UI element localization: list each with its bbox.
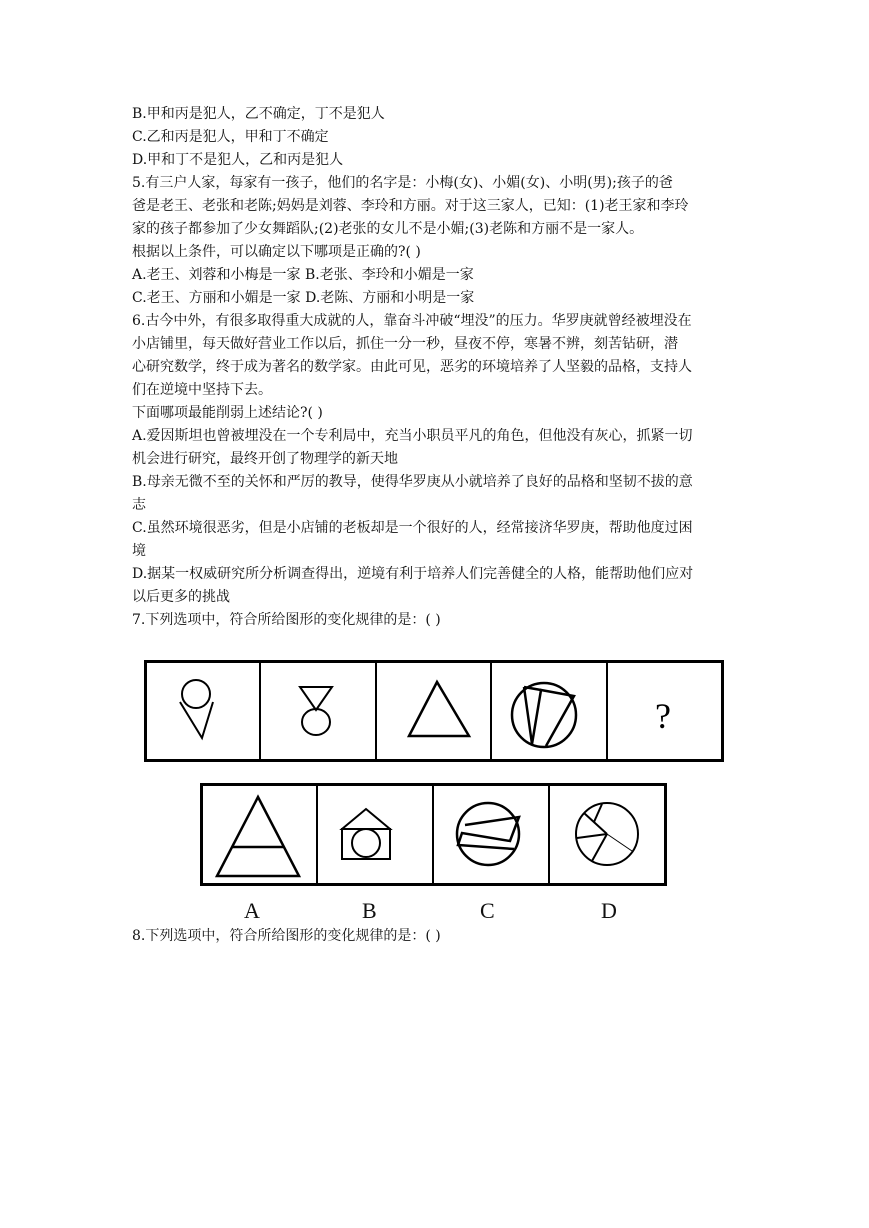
option-c-shape [457, 803, 519, 865]
text-line: 7.下列选项中，符合所给图形的变化规律的是：( ) [132, 612, 441, 628]
text-line: C.乙和丙是犯人，甲和丁不确定 [132, 129, 329, 145]
option-d-shape [576, 803, 638, 865]
text-line: C.老王、方丽和小媚是一家 D.老陈、方丽和小明是一家 [132, 290, 475, 306]
figure-sequence-row [144, 660, 724, 762]
text-line: B.甲和丙是犯人，乙不确定，丁不是犯人 [132, 106, 385, 122]
text-line: 家的孩子都参加了少女舞蹈队;(2)老张的女儿不是小媚;(3)老陈和方丽不是一家人。 [132, 221, 644, 237]
text-line: 小店铺里，每天做好营业工作以后，抓住一分一秒，昼夜不停，寒暑不辨，刻苦钻研，潜 [132, 336, 678, 352]
question-mark: ? [655, 696, 671, 736]
text-line: 心研究数学，终于成为著名的数学家。由此可见，恶劣的环境培养了人坚毅的品格，支持人 [132, 359, 692, 375]
text-line: 爸是老王、老张和老陈;妈妈是刘蓉、李玲和方丽。对于这三家人，已知：(1)老王家和李玲 [132, 198, 689, 214]
text-line: 志 [132, 497, 146, 513]
option-b-shape [342, 809, 390, 859]
text-line: 境 [132, 543, 146, 559]
text-line: 以后更多的挑战 [132, 589, 230, 605]
text-line: A.爱因斯坦也曾被埋没在一个专利局中，充当小职员平凡的角色，但他没有灰心，抓紧一切 [132, 428, 693, 444]
shape-triangle [409, 682, 469, 736]
shape-circle-cone [180, 680, 213, 738]
option-label-a: A [244, 898, 260, 923]
text-line: D.甲和丁不是犯人，乙和丙是犯人 [132, 152, 344, 168]
text-line: A.老王、刘蓉和小梅是一家 B.老张、李玲和小媚是一家 [132, 267, 474, 283]
text-line: D.据某一权威研究所分析调查得出，逆境有利于培养人们完善健全的人格，能帮助他们应对 [132, 566, 694, 582]
text-line: 下面哪项最能削弱上述结论?( ) [132, 405, 323, 421]
text-line: 5.有三户人家，每家有一孩子，他们的名字是：小梅(女)、小媚(女)、小明(男);孩子的爸 [132, 175, 673, 191]
text-line: 6.古今中外，有很多取得重大成就的人，靠奋斗冲破“埋没”的压力。华罗庚就曾经被埋没在 [132, 313, 692, 329]
text-line: 们在逆境中坚持下去。 [132, 382, 272, 398]
option-label-d: D [601, 898, 617, 923]
option-a-shape [217, 797, 299, 876]
question-8-text: 8.下列选项中，符合所给图形的变化规律的是：( ) [132, 928, 441, 944]
shape-medal [300, 687, 332, 735]
text-line: C.虽然环境很恶劣，但是小店铺的老板却是一个很好的人，经常接济华罗庚，帮助他度过困 [132, 520, 693, 536]
option-label-b: B [362, 898, 377, 923]
figure-options-row [200, 783, 667, 886]
text-line: B.母亲无微不至的关怀和严厉的教导，使得华罗庚从小就培养了良好的品格和坚韧不拔的意 [132, 474, 693, 490]
option-label-c: C [480, 898, 495, 923]
text-line: 根据以上条件，可以确定以下哪项是正确的?( ) [132, 244, 421, 260]
shape-circle-with-triangles [512, 683, 576, 747]
text-line: 机会进行研究，最终开创了物理学的新天地 [132, 451, 398, 467]
